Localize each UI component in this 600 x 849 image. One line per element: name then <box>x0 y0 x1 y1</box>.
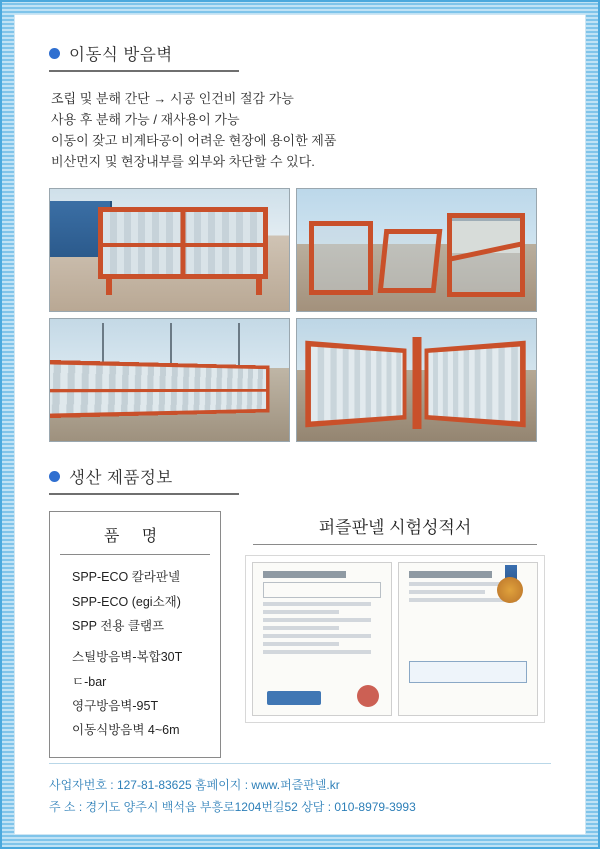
certificate-page-right <box>398 562 538 716</box>
photo-movable-soundproof-wall-2 <box>296 188 537 312</box>
certificate-title: 퍼즐판넬 시험성적서 <box>253 513 537 545</box>
certificate-image <box>245 555 545 723</box>
doc-text-line <box>263 602 371 606</box>
section1-title: 이동식 방음벽 <box>69 46 173 64</box>
pylon-shape-3 <box>238 323 240 367</box>
doc-field-box <box>263 582 381 598</box>
leg-shape-right <box>256 279 262 295</box>
doc-text-line <box>263 610 339 614</box>
doc-text-line <box>263 650 371 654</box>
product-item: 영구방음벽-95T <box>72 699 159 714</box>
medal-icon <box>497 577 523 603</box>
wing-shape-right <box>425 341 526 428</box>
doc-text-line <box>263 626 339 630</box>
photo-movable-soundproof-wall-4 <box>296 318 537 442</box>
product-table-body <box>60 565 210 743</box>
product-table <box>49 511 221 758</box>
product-item: SPP-ECO (egi소재) <box>72 594 181 609</box>
doc-header-bar <box>409 571 492 578</box>
bullet-dot-icon <box>49 48 60 59</box>
footer-contact-info <box>49 763 551 818</box>
section-heading-movable-wall <box>49 41 239 72</box>
bullet-line-3: 이동이 잦고 비계타공이 어려운 현장에 용이한 제품 <box>51 133 337 149</box>
certificate-column <box>239 511 551 758</box>
doc-field-box <box>409 661 527 683</box>
section2-title: 생산 제품정보 <box>69 469 173 488</box>
doc-text-line <box>263 642 339 646</box>
doc-stamp-shape <box>267 691 321 705</box>
product-item: SPP 전용 클램프 <box>72 618 165 633</box>
product-item: 이동식방음벽 4~6m <box>72 723 180 738</box>
product-item: 스틸방음벽-복합30T <box>72 650 183 665</box>
doc-text-line <box>263 634 371 638</box>
section1-bullet-list <box>51 88 551 172</box>
doc-text-line <box>409 590 485 594</box>
pylon-shape-2 <box>170 323 172 367</box>
document-sheet <box>14 14 586 835</box>
bullet-dot-icon <box>49 471 60 482</box>
frame-shape-2 <box>378 229 443 293</box>
section-heading-product-info <box>49 464 239 495</box>
footer-line-2: 주 소 : 경기도 양주시 백석읍 부흥로1204번길52 상담 : 010-8979-3993 <box>49 799 416 814</box>
list-spacer <box>72 638 210 645</box>
frame-shape-1 <box>309 221 373 295</box>
center-post-shape <box>412 337 421 429</box>
product-item: SPP-ECO 칼라판넬 <box>72 570 181 585</box>
product-table-header: 품 명 <box>60 520 210 555</box>
product-item: ㄷ-bar <box>72 674 107 689</box>
doc-text-line <box>263 618 371 622</box>
bullet-line-4: 비산먼지 및 현장내부를 외부와 차단할 수 있다. <box>51 154 315 170</box>
panel-shape <box>98 207 268 279</box>
fence-shape <box>49 360 269 419</box>
bullet-line-1: 조립 및 분해 간단 → 시공 인건비 절감 가능 <box>51 91 294 106</box>
section2 <box>49 464 551 758</box>
photo-grid <box>49 188 551 442</box>
footer-line-1: 사업자번호 : 127-81-83625 홈페이지 : www.퍼즐판넬.kr <box>49 777 340 792</box>
leg-shape-left <box>106 279 112 295</box>
photo-movable-soundproof-wall-3 <box>49 318 290 442</box>
photo-movable-soundproof-wall-1 <box>49 188 290 312</box>
wing-shape-left <box>305 341 406 428</box>
product-info-row <box>49 511 551 758</box>
bullet-line-2: 사용 후 분해 가능 / 재사용이 가능 <box>51 112 240 128</box>
doc-seal-icon <box>357 685 379 707</box>
certificate-page-left <box>252 562 392 716</box>
doc-header-bar <box>263 571 346 578</box>
